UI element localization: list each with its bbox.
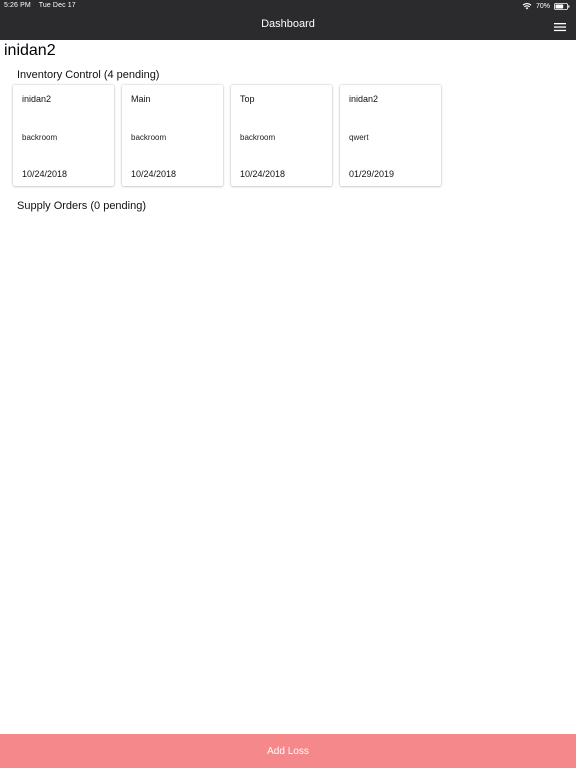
battery-percent: 70% <box>535 2 550 10</box>
status-bar-right <box>522 2 570 10</box>
status-bar-left <box>4 2 76 9</box>
inventory-control-heading: Inventory Control (4 pending) <box>17 69 160 81</box>
card-name: Main <box>131 94 151 104</box>
inventory-card[interactable] <box>340 85 441 186</box>
card-name: Top <box>240 94 255 104</box>
card-name: inidan2 <box>22 94 52 104</box>
header-title: Dashboard <box>261 18 315 30</box>
card-date: 01/29/2019 <box>349 169 395 179</box>
hamburger-menu-icon[interactable] <box>554 19 566 29</box>
inventory-card[interactable] <box>13 85 114 186</box>
card-date: 10/24/2018 <box>22 169 68 179</box>
status-time: 5:26 PM <box>4 2 31 9</box>
wifi-icon <box>522 2 532 10</box>
card-location: backroom <box>240 133 276 142</box>
app-header <box>0 0 576 40</box>
status-date: Tue Dec 17 <box>38 2 76 9</box>
card-name: inidan2 <box>349 94 379 104</box>
supply-orders-heading: Supply Orders (0 pending) <box>17 200 147 212</box>
page-title: inidan2 <box>4 42 56 59</box>
add-loss-button[interactable]: Add Loss <box>0 734 576 768</box>
inventory-card[interactable] <box>231 85 332 186</box>
battery-icon <box>554 3 570 10</box>
inventory-card[interactable] <box>122 85 223 186</box>
card-location: backroom <box>22 133 58 142</box>
card-location: qwert <box>349 133 369 142</box>
card-date: 10/24/2018 <box>131 169 177 179</box>
inventory-card-list <box>13 85 441 186</box>
card-location: backroom <box>131 133 167 142</box>
card-date: 10/24/2018 <box>240 169 286 179</box>
